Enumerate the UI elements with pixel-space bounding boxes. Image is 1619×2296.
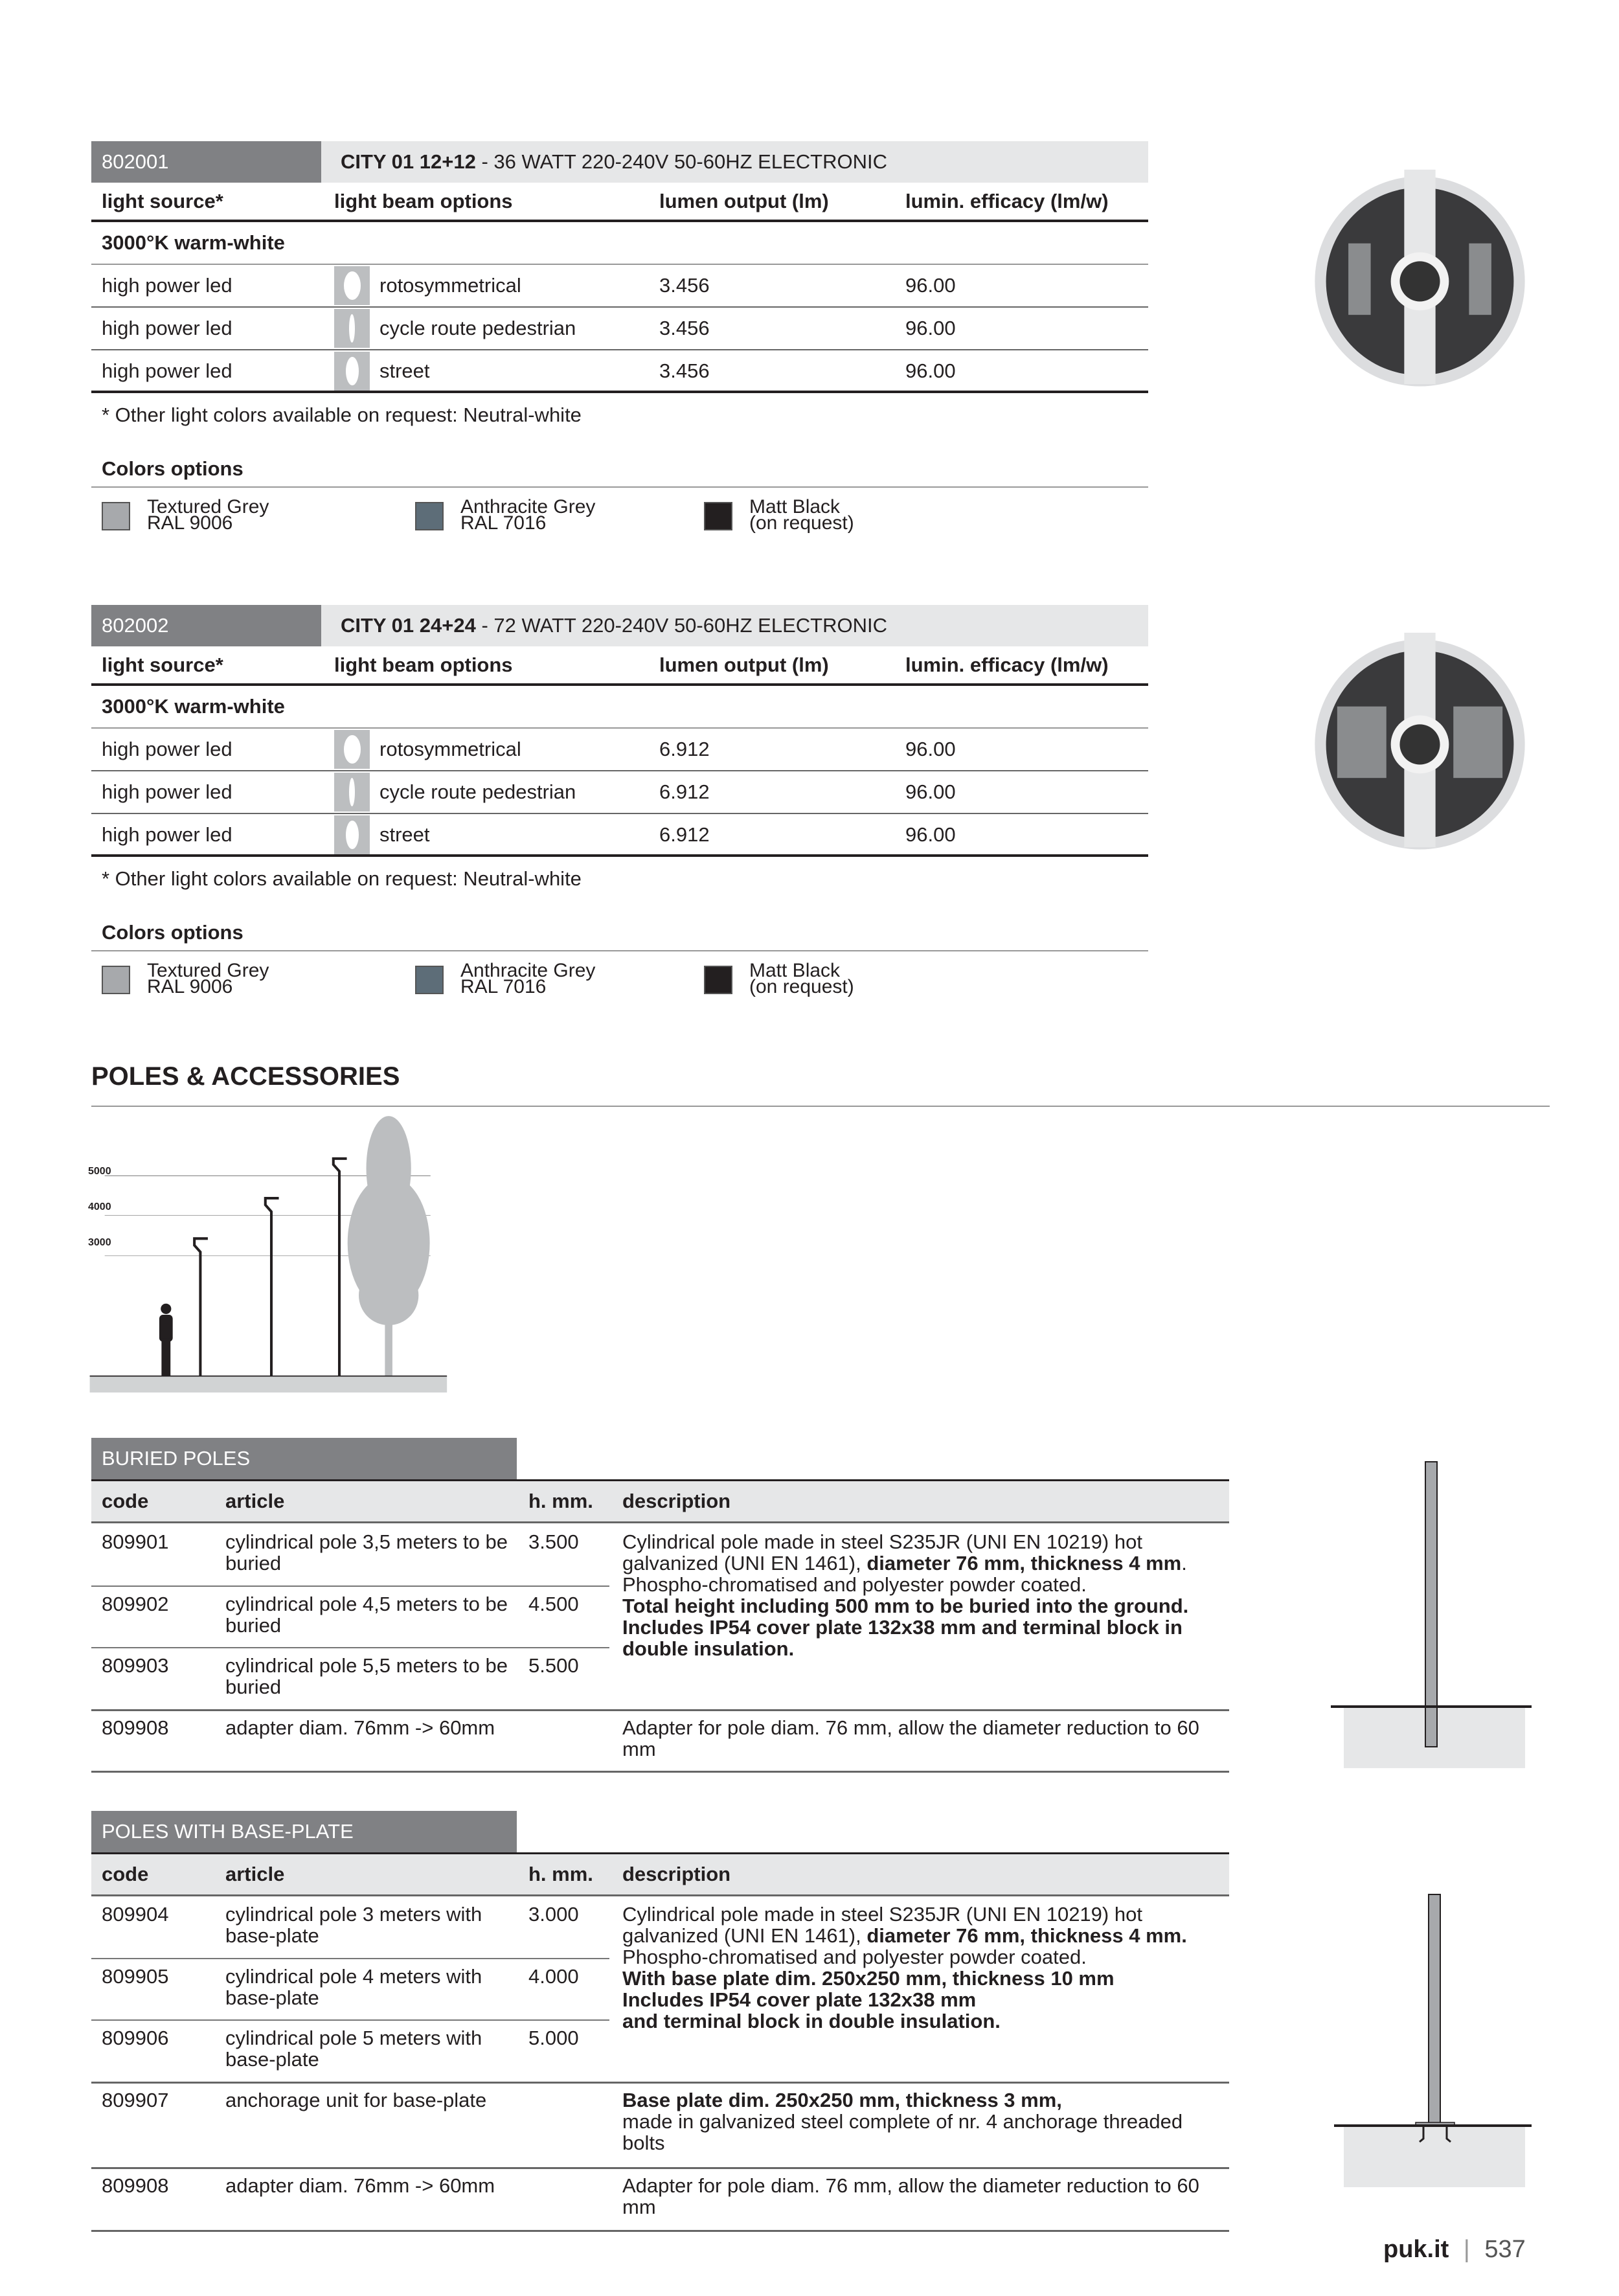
column-header: article <box>225 1863 285 1885</box>
lumen-output: 6.912 <box>659 780 710 803</box>
column-header: h. mm. <box>528 1490 593 1512</box>
column-header: lumen output (lm) <box>659 190 829 212</box>
street-beam-icon <box>334 352 370 391</box>
lamp-image-24-24 <box>1308 628 1532 852</box>
luminous-efficacy: 96.00 <box>905 823 956 846</box>
beam-option: street <box>379 823 430 846</box>
height-label: 3000 <box>88 1237 111 1248</box>
column-header: code <box>102 1863 149 1885</box>
description-text: Total height including 500 mm to be buried into the ground. Includes IP54 cover plate 132x38 mm and terminal block in double insulation. <box>622 1595 1189 1660</box>
row-divider <box>91 1958 609 1959</box>
pole-table <box>91 1811 1229 2233</box>
color-label <box>749 962 854 995</box>
rotosymmetrical-beam-icon-shape <box>344 735 361 764</box>
beam-option: street <box>379 359 430 382</box>
article-description <box>622 1904 1225 2032</box>
article-name: cylindrical pole 4 meters with base-plate <box>225 1965 482 2009</box>
color-code: RAL 9006 <box>147 512 233 534</box>
color-name: Anthracite Grey <box>460 960 596 981</box>
column-header: lumin. efficacy (lm/w) <box>905 190 1109 212</box>
beam-option: cycle route pedestrian <box>379 317 576 339</box>
color-name: Anthracite Grey <box>460 496 596 517</box>
description-text: Cylindrical pole made in steel S235JR (UNI EN 10219) hot galvanized (UNI EN 1461), <box>622 1530 1142 1574</box>
diagram-drawing <box>87 1101 475 1392</box>
article-description <box>622 1531 1225 1659</box>
article-code: 809904 <box>102 1903 169 1926</box>
lumen-output: 3.456 <box>659 359 710 382</box>
table-row <box>91 729 1148 771</box>
column-header: description <box>622 1863 731 1885</box>
narrow-beam-icon-shape <box>349 314 355 343</box>
color-name: Textured Grey <box>147 960 269 981</box>
rotosymmetrical-beam-icon-shape <box>344 271 361 300</box>
article-name: cylindrical pole 3 meters with base-plate <box>225 1903 482 1947</box>
article-name: cylindrical pole 5 meters with base-plate <box>225 2027 482 2071</box>
row-divider <box>91 2019 609 2021</box>
column-header: code <box>102 1490 149 1512</box>
lumen-output: 6.912 <box>659 823 710 846</box>
color-temperature-group: 3000°K warm-white <box>91 686 1148 729</box>
article-code: 809902 <box>102 1593 169 1615</box>
person-icon <box>159 1304 173 1376</box>
light-source: high power led <box>102 359 232 382</box>
color-swatch[interactable] <box>102 966 130 994</box>
description-text: diameter 76 mm, thickness 4 mm. <box>866 1924 1187 1947</box>
description-text: Cylindrical pole made in steel S235JR (UNI EN 10219) hot galvanized (UNI EN 1461), <box>622 1903 1142 1947</box>
description-text: . Phospho-chromatised and polyester powder coated. <box>622 1552 1187 1596</box>
color-code: RAL 9006 <box>147 976 233 997</box>
article-code: 809903 <box>102 1654 169 1677</box>
color-code: (on request) <box>749 512 854 534</box>
article-name: adapter diam. 76mm -> 60mm <box>225 1716 495 1739</box>
brand-link[interactable]: puk.it <box>1383 2236 1449 2263</box>
product-name: CITY 01 24+24 <box>341 614 476 637</box>
article-description <box>622 2089 1225 2154</box>
light-source: high power led <box>102 780 232 803</box>
column-header: light beam options <box>334 654 513 676</box>
color-label <box>460 962 595 995</box>
lumen-output: 3.456 <box>659 317 710 339</box>
color-swatch[interactable] <box>102 502 130 530</box>
luminous-efficacy: 96.00 <box>905 738 956 760</box>
row-divider <box>91 1647 609 1648</box>
color-name: Textured Grey <box>147 496 269 517</box>
row-divider <box>91 2230 1229 2232</box>
description-text: diameter 76 mm, thickness 4 mm <box>866 1552 1182 1574</box>
luminous-efficacy: 96.00 <box>905 317 956 339</box>
pole-icons <box>194 1159 346 1376</box>
row-divider <box>91 1709 1229 1711</box>
table-row <box>91 308 1148 350</box>
column-header: article <box>225 1490 285 1512</box>
row-divider <box>91 1771 1229 1773</box>
height-mm: 3.500 <box>528 1530 579 1553</box>
section-heading: POLES & ACCESSORIES <box>91 1062 400 1091</box>
page-footer <box>1383 2236 1526 2264</box>
light-source: high power led <box>102 823 232 846</box>
street-beam-icon <box>334 815 370 854</box>
base-plate-pole-drawing <box>1321 1885 1532 2196</box>
table-row <box>91 814 1148 857</box>
color-swatch[interactable] <box>415 502 444 530</box>
tree-icon <box>348 1116 430 1376</box>
buried-pole-drawing <box>1328 1457 1538 1775</box>
description-text: With base plate dim. 250x250 mm, thickness 10 mm Includes IP54 cover plate 132x38 mm and terminal block in double insulation. <box>622 1967 1115 2032</box>
color-label <box>749 496 854 534</box>
article-name: cylindrical pole 5,5 meters to be buried <box>225 1654 508 1698</box>
pole-table-title: BURIED POLES <box>91 1438 517 1479</box>
article-name: adapter diam. 76mm -> 60mm <box>225 2174 495 2197</box>
beam-option: cycle route pedestrian <box>379 780 576 803</box>
product-title <box>321 141 1148 183</box>
product-table <box>91 605 1148 1006</box>
table-row <box>91 350 1148 393</box>
article-name: cylindrical pole 4,5 meters to be buried <box>225 1593 508 1637</box>
color-label <box>147 496 269 534</box>
luminous-efficacy: 96.00 <box>905 274 956 297</box>
lumen-output: 3.456 <box>659 274 710 297</box>
divider <box>91 950 1148 951</box>
color-code: RAL 7016 <box>460 976 547 997</box>
article-name: anchorage unit for base-plate <box>225 2089 487 2111</box>
lumen-output: 6.912 <box>659 738 710 760</box>
column-header: light beam options <box>334 190 513 212</box>
narrow-beam-icon <box>334 773 370 812</box>
description-text: Base plate dim. 250x250 mm, thickness 3 mm, <box>622 2089 1062 2111</box>
column-header: light source* <box>102 654 223 676</box>
street-beam-icon-shape <box>346 821 359 849</box>
product-name: CITY 01 12+12 <box>341 150 476 173</box>
product-title <box>321 605 1148 646</box>
narrow-beam-icon <box>334 309 370 348</box>
color-swatch[interactable] <box>415 966 444 994</box>
column-headers <box>91 1479 1229 1523</box>
row-divider <box>91 2082 1229 2084</box>
column-header: lumin. efficacy (lm/w) <box>905 654 1109 676</box>
article-code: 809908 <box>102 1716 169 1739</box>
divider <box>91 486 1148 488</box>
product-code: 802002 <box>91 605 321 646</box>
pole-table <box>91 1438 1229 1773</box>
color-code: RAL 7016 <box>460 512 547 534</box>
article-code: 809905 <box>102 1965 169 1988</box>
column-headers <box>91 1852 1229 1896</box>
description-text: Adapter for pole diam. 76 mm, allow the diameter reduction to 60 mm <box>622 1716 1199 1760</box>
color-name: Matt Black <box>749 960 841 981</box>
article-name: cylindrical pole 3,5 meters to be buried <box>225 1530 508 1574</box>
luminous-efficacy: 96.00 <box>905 359 956 382</box>
rotosymmetrical-beam-icon <box>334 730 370 769</box>
beam-option: rotosymmetrical <box>379 738 521 760</box>
light-source: high power led <box>102 274 232 297</box>
article-description <box>622 1717 1225 1760</box>
lamp-image-12-12 <box>1308 165 1532 389</box>
color-temperature-group: 3000°K warm-white <box>91 222 1148 265</box>
article-code: 809908 <box>102 2174 169 2197</box>
table-row <box>91 265 1148 308</box>
height-mm: 4.000 <box>528 1965 579 1988</box>
color-name: Matt Black <box>749 496 841 517</box>
height-comparison-diagram <box>87 1101 475 1392</box>
product-table <box>91 141 1148 543</box>
height-mm: 3.000 <box>528 1903 579 1926</box>
footnote: * Other light colors available on request: Neutral-white <box>102 404 582 426</box>
product-specs: - 72 WATT 220-240V 50-60HZ ELECTRONIC <box>475 614 887 637</box>
product-specs: - 36 WATT 220-240V 50-60HZ ELECTRONIC <box>475 150 887 173</box>
column-header: light source* <box>102 190 223 212</box>
article-description <box>622 2175 1225 2218</box>
light-source: high power led <box>102 738 232 760</box>
height-mm: 4.500 <box>528 1593 579 1615</box>
color-label <box>460 496 596 534</box>
description-text: Phospho-chromatised and polyester powder coated. <box>622 1946 1087 1968</box>
luminous-efficacy: 96.00 <box>905 780 956 803</box>
height-mm: 5.500 <box>528 1654 579 1677</box>
color-swatch[interactable] <box>704 966 732 994</box>
table-row <box>91 771 1148 814</box>
column-header: h. mm. <box>528 1863 593 1885</box>
column-headers <box>91 646 1148 686</box>
rotosymmetrical-beam-icon <box>334 266 370 305</box>
row-divider <box>91 2167 1229 2169</box>
separator: | <box>1463 2236 1470 2263</box>
pole-table-title: POLES WITH BASE-PLATE <box>91 1811 517 1852</box>
footnote: * Other light colors available on request: Neutral-white <box>102 867 582 890</box>
light-source: high power led <box>102 317 232 339</box>
column-header: lumen output (lm) <box>659 654 829 676</box>
narrow-beam-icon-shape <box>349 778 355 806</box>
product-code: 802001 <box>91 141 321 183</box>
color-code: (on request) <box>749 976 854 997</box>
article-code: 809901 <box>102 1530 169 1553</box>
row-divider <box>91 1586 609 1587</box>
height-label: 4000 <box>88 1201 111 1212</box>
column-header: description <box>622 1490 731 1512</box>
article-code: 809907 <box>102 2089 169 2111</box>
street-beam-icon-shape <box>346 357 359 385</box>
color-label <box>147 962 269 995</box>
page-number: 537 <box>1484 2236 1526 2263</box>
color-swatch[interactable] <box>704 502 732 530</box>
height-mm: 5.000 <box>528 2027 579 2049</box>
description-text: Adapter for pole diam. 76 mm, allow the diameter reduction to 60 mm <box>622 2174 1199 2218</box>
article-code: 809906 <box>102 2027 169 2049</box>
description-text: made in galvanized steel complete of nr. 4 anchorage threaded bolts <box>622 2110 1183 2154</box>
colors-options-label: Colors options <box>102 921 243 944</box>
colors-options-label: Colors options <box>102 457 243 480</box>
beam-option: rotosymmetrical <box>379 274 521 297</box>
height-label: 5000 <box>88 1166 111 1177</box>
column-headers <box>91 183 1148 222</box>
